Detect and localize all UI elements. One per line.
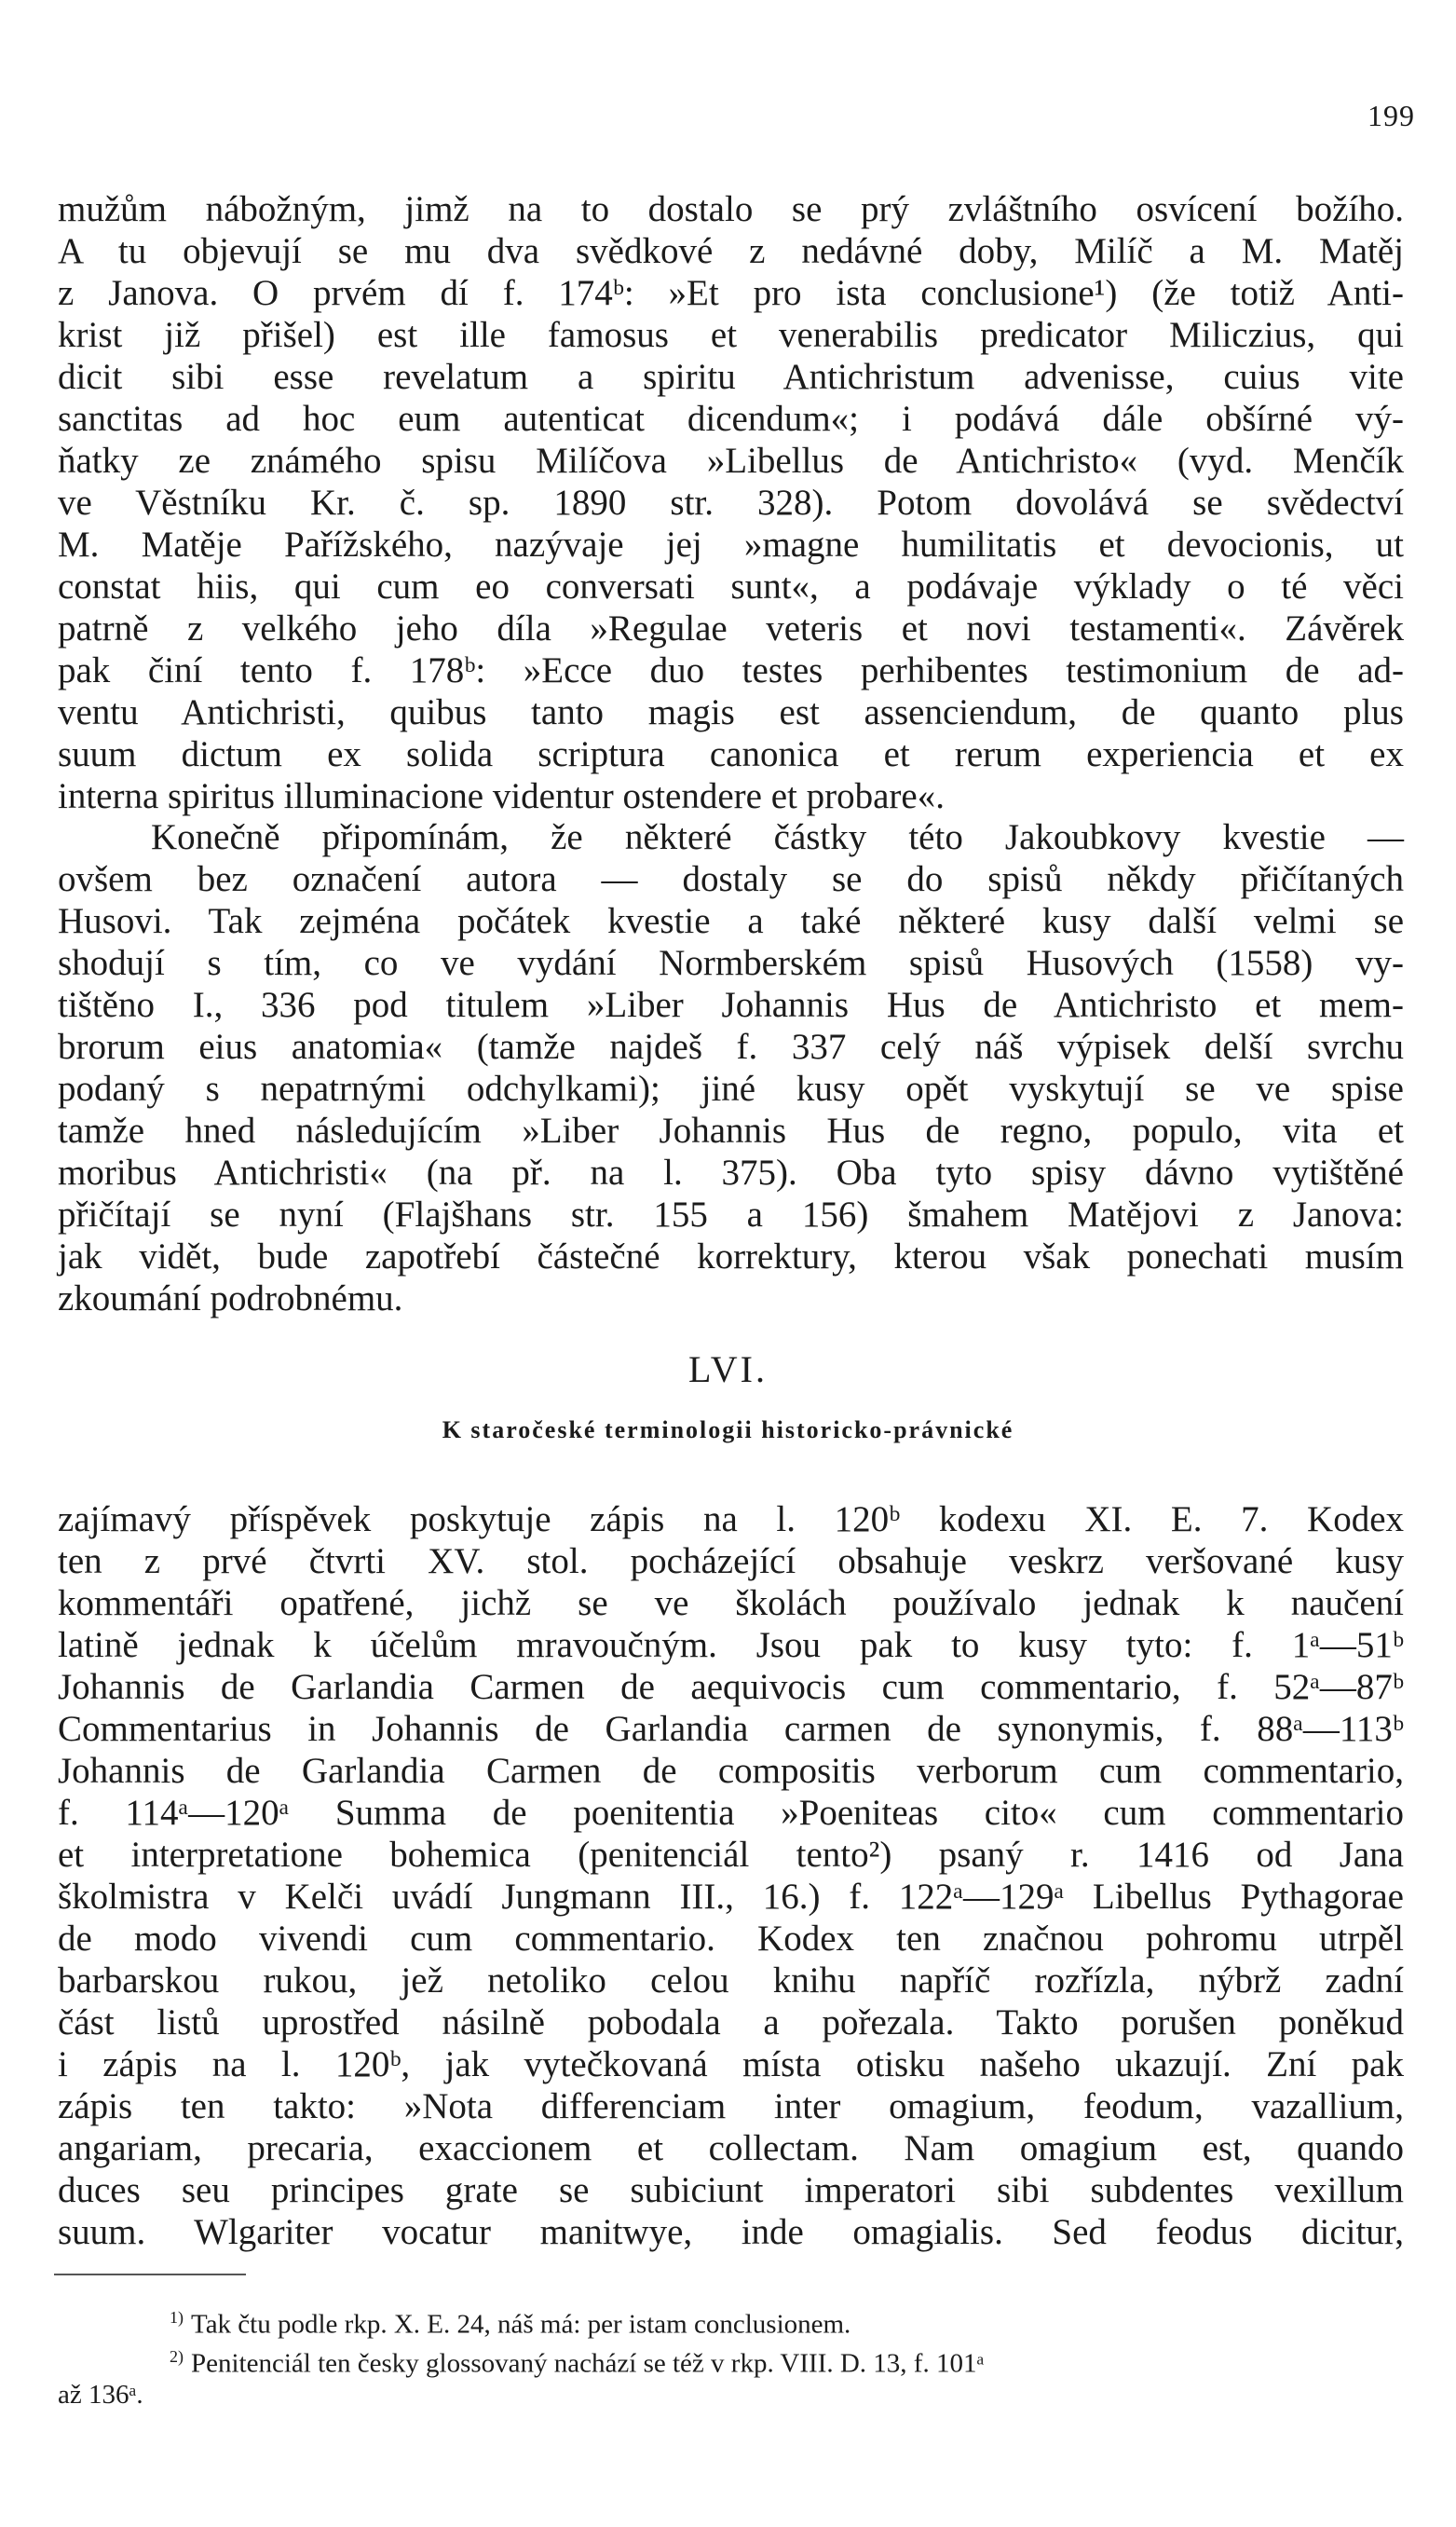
text-line: de modo vivendi cum commentario. Kodex ten značnou pohromu utrpěl — [58, 1919, 1404, 1959]
text-line: latině jednak k účelům mravoučným. Jsou pak to kusy tyto: f. 1ᵃ—51ᵇ — [58, 1625, 1404, 1665]
text-line: interna spiritus illuminacione videntur ostendere et probare«. — [58, 776, 945, 816]
text-line: mužům nábožným, jimž na to dostalo se prý zvláštního osvícení božího. — [58, 189, 1404, 229]
text-line: tamže hned následujícím »Liber Johannis Hus de regno, populo, vita et — [58, 1111, 1404, 1151]
text-line: Commentarius in Johannis de Garlandia carmen de synonymis, f. 88ᵃ—113ᵇ — [58, 1709, 1404, 1749]
text-line: tištěno I., 336 pod titulem »Liber Johannis Hus de Antichristo et mem- — [58, 985, 1404, 1025]
footnote-mark: 1) — [170, 2308, 184, 2327]
text-line: podaný s nepatrnými odchylkami); jiné kusy opět vyskytují se ve spise — [58, 1069, 1404, 1109]
footnotes — [58, 2302, 1404, 2411]
text-line: constat hiis, qui cum eo conversati sunt«, a podávaje výklady o té věci — [58, 567, 1404, 607]
text-line: Konečně připomínám, že některé částky této Jakoubkovy kvestie — — [151, 817, 1404, 857]
section-title: K staročeské terminologii historicko-právnické — [442, 1416, 1014, 1443]
text-line: ňatky ze známého spisu Milíčova »Libellus de Antichristo« (vyd. Menčík — [58, 441, 1404, 481]
text-line: dicit sibi esse revelatum a spiritu Antichristum advenisse, cuius vite — [58, 357, 1404, 397]
text-line: A tu objevují se mu dva svědkové z nedávné doby, Milíč a M. Matěj — [58, 231, 1404, 271]
text-line: et interpretatione bohemica (penitenciál tento²) psaný r. 1416 od Jana — [58, 1835, 1404, 1875]
text-line: i zápis na l. 120ᵇ, jak vytečkovaná místa otisku našeho ukazují. Zní pak — [58, 2044, 1404, 2084]
text-line: ten z prvé čtvrti XV. stol. pocházející obsahuje veskrz veršované kusy — [58, 1541, 1404, 1581]
text-line: duces seu principes grate se subiciunt imperatori sibi subdentes vexillum — [58, 2170, 1404, 2210]
footnote-divider — [54, 2274, 246, 2275]
text-line: Husovi. Tak zejména počátek kvestie a také některé kusy další velmi se — [58, 901, 1404, 941]
text-line: patrně z velkého jeho díla »Regulae veteris et novi testamenti«. Závěrek — [58, 608, 1404, 649]
footnote-text: Tak čtu podle rkp. X. E. 24, náš má: per istam conclusionem. — [191, 2309, 851, 2340]
text-line: Johannis de Garlandia Carmen de aequivocis cum commentario, f. 52ᵃ—87ᵇ — [58, 1667, 1404, 1707]
text-line: zajímavý příspěvek poskytuje zápis na l. 120ᵇ kodexu XI. E. 7. Kodex — [58, 1499, 1404, 1539]
text-line: školmistra v Kelči uvádí Jungmann III., 16.) f. 122ᵃ—129ᵃ Libellus Pythagorae — [58, 1877, 1404, 1917]
paragraph-2 — [58, 816, 1404, 1319]
text-line: jak vidět, bude zapotřebí částečné korrektury, kterou však ponechati musím — [58, 1236, 1404, 1277]
text-line: shodují s tím, co ve vydání Normberském spisů Husových (1558) vy- — [58, 943, 1404, 983]
text-line: část listů uprostřed násilně pobodala a pořezala. Takto porušen poněkud — [58, 2002, 1404, 2042]
text-line: zápis ten takto: »Nota differenciam inter omagium, feodum, vazallium, — [58, 2086, 1404, 2126]
footnote-mark: 2) — [170, 2346, 184, 2366]
footnote-2-continuation — [58, 2379, 1404, 2411]
text-line: moribus Antichristi« (na př. na l. 375). Oba tyto spisy dávno vytištěné — [58, 1153, 1404, 1193]
paragraph-1 — [58, 188, 1404, 817]
text-line: ve Věstníku Kr. č. sp. 1890 str. 328). Potom dovolává se svědectví — [58, 483, 1404, 523]
text-line: sanctitas ad hoc eum autenticat dicendum«; i podává dále obšírné vý- — [58, 399, 1404, 439]
text-line: M. Matěje Pařížského, nazývaje jej »magne humilitatis et devocionis, ut — [58, 525, 1404, 565]
text-line: brorum eius anatomia« (tamže najdeš f. 337 celý náš výpisek delší svrchu — [58, 1027, 1404, 1067]
text-line: f. 114ᵃ—120ᵃ Summa de poenitentia »Poeniteas cito« cum commentario — [58, 1793, 1404, 1833]
text-line: ovšem bez označení autora — dostaly se do spisů někdy přičítaných — [58, 859, 1404, 899]
footnote-text: Penitenciál ten česky glossovaný nachází se též v rkp. VIII. D. 13, f. 101ᵃ — [191, 2348, 985, 2379]
text-line: kommentáři opatřené, jichž se ve školách používalo jednak k naučení — [58, 1583, 1404, 1623]
paragraph-3 — [58, 1498, 1404, 2253]
text-line: suum dictum ex solida scriptura canonica et rerum experiencia et ex — [58, 734, 1404, 774]
text-line: pak činí tento f. 178ᵇ: »Ecce duo testes perhibentes testimonium de ad- — [58, 650, 1404, 690]
footnote-1 — [58, 2302, 1404, 2341]
text-line: barbarskou rukou, jež netoliko celou knihu napříč rozřízla, nýbrž zadní — [58, 1960, 1404, 2001]
footnote-text: až 136ᵃ. — [58, 2380, 143, 2411]
text-line: krist již přišel) est ille famosus et venerabilis predicator Miliczius, qui — [58, 315, 1404, 355]
text-line: suum. Wlgariter vocatur manitwye, inde omagialis. Sed feodus dicitur, — [58, 2212, 1404, 2252]
text-line: angariam, precaria, exaccionem et collectam. Nam omagium est, quando — [58, 2128, 1404, 2168]
page-number: 199 — [1368, 99, 1415, 132]
text-line: přičítají se nyní (Flajšhans str. 155 a 156) šmahem Matějovi z Janova: — [58, 1195, 1404, 1235]
text-line: z Janova. O prvém dí f. 174ᵇ: »Et pro ista conclusione¹) (že totiž Anti- — [58, 273, 1404, 313]
text-line: Johannis de Garlandia Carmen de compositis verborum cum commentario, — [58, 1751, 1404, 1791]
footnote-2 — [58, 2341, 1404, 2380]
text-line: ventu Antichristi, quibus tanto magis est assenciendum, de quanto plus — [58, 692, 1404, 732]
section-number: LVI. — [688, 1348, 768, 1390]
text-line: zkoumání podrobnému. — [58, 1278, 403, 1318]
